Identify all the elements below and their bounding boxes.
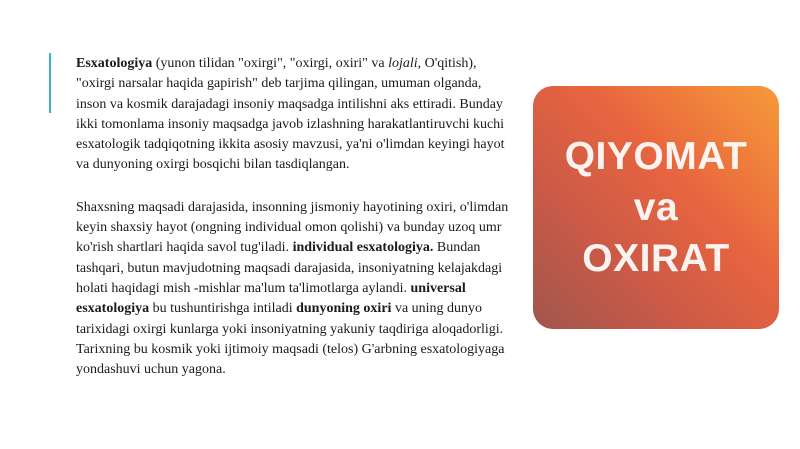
term-individual-esxatologiya: individual esxatologiya. bbox=[292, 240, 434, 256]
title-line-va: va bbox=[633, 186, 679, 229]
term-lojali: lojali bbox=[388, 56, 418, 71]
title-line-oxirat: OXIRAT bbox=[582, 237, 730, 280]
paragraph-eschatology-levels bbox=[76, 198, 512, 381]
term-universal-esxatologiya: universal esxatologiya bbox=[76, 280, 466, 317]
accent-bar bbox=[49, 53, 51, 113]
paragraph2-text-b: Bundan tashqari, butun mavjudotning maqsadi darajasida, insoniyatning kelajakdagi holati haqidagi mish -mishlar ma'lum ta'limotlarga aylandi. bbox=[76, 240, 503, 296]
term-esxatologiya: Esxatologiya bbox=[76, 56, 153, 71]
paragraph2-text-a: Shaxsning maqsadi darajasida, insonning jismoniy hayotining oxiri, o'limdan keyin shaxsiy hayot (ongning individual omon qolishi) va bunday uzoq umr ko'rish shartlari haqida savol tug'iladi. bbox=[76, 199, 509, 256]
paragraph1-text-a: (yunon tilidan "oxirgi", "oxirgi, oxiri" va bbox=[152, 56, 389, 71]
title-line-qiyomat: QIYOMAT bbox=[564, 135, 748, 178]
paragraph-eschatology-definition bbox=[76, 54, 512, 176]
body-text bbox=[76, 54, 512, 380]
title-card bbox=[533, 86, 779, 329]
term-dunyoning-oxiri: dunyoning oxiri bbox=[296, 301, 392, 317]
paragraph2-text-c: bu tushuntirishga intiladi bbox=[149, 301, 297, 317]
paragraph1-text-b: , O'qitish), "oxirgi narsalar haqida gapirish" deb tarjima qilingan, umuman olganda, inson va kosmik darajadagi insoniy maqsadga intilishni aks ettiradi. Bunday ikki tomonlama insoniy maqsadga javob izlashning harakatlantiruvchi kuchi esxatologik tadqiqotning ikkita asosiy mavzusi, ya'ni o'limdan keyingi hayot va dunyoning oxirgi bosqichi bilan tasdiqlangan. bbox=[76, 56, 505, 173]
paragraph2-text-d: va uning dunyo tarixidagi oxirgi kunlarga yoki insoniyatning yakuniy taqdiriga aloqadorligi. Tarixning bu kosmik yoki ijtimoiy maqsadi (telos) G'arbning esxatologiyaga yondashuvi uchun yagona. bbox=[76, 301, 505, 378]
